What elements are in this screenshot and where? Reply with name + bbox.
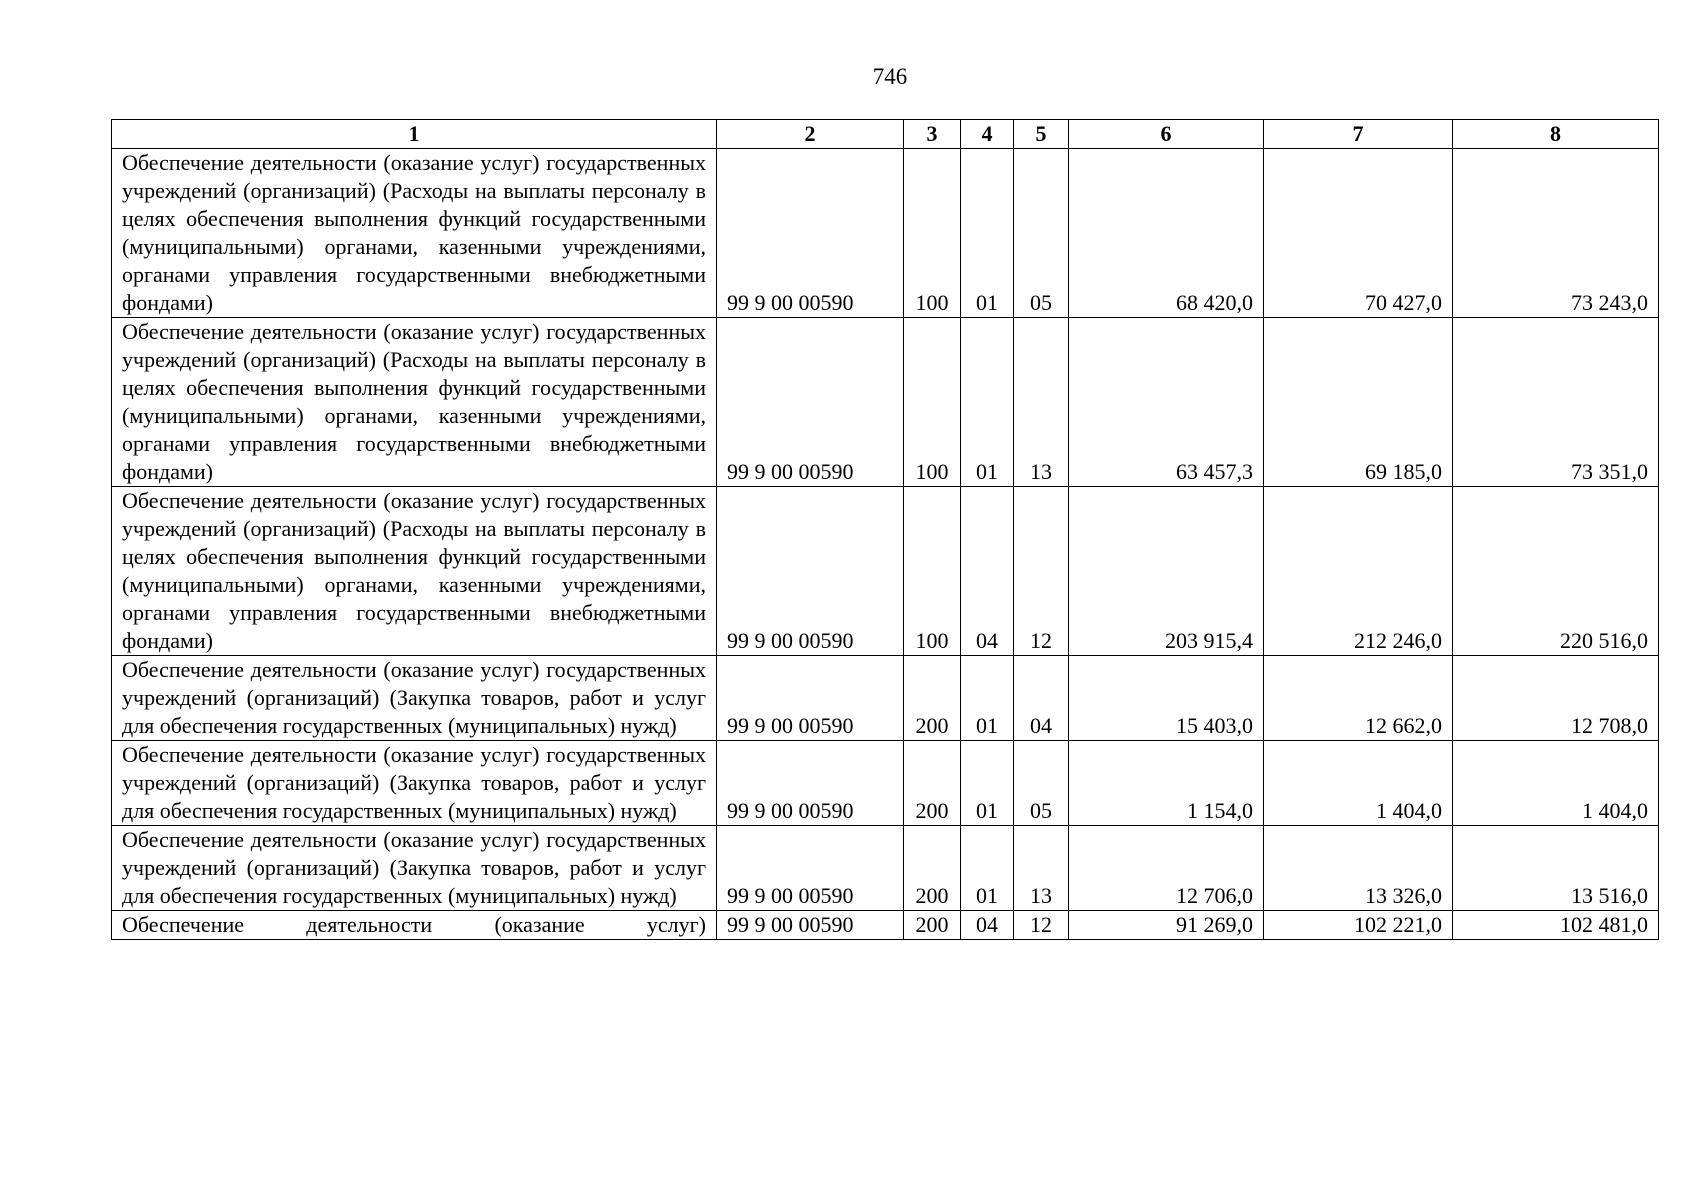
row-value-6: 203 915,4 xyxy=(1069,487,1264,656)
row-value-6: 68 420,0 xyxy=(1069,149,1264,318)
row-value-8: 220 516,0 xyxy=(1453,487,1659,656)
row-subsection: 05 xyxy=(1014,741,1069,826)
row-expense-type: 200 xyxy=(904,826,961,911)
row-target-code: 99 9 00 00590 xyxy=(717,487,904,656)
header-col-3: 3 xyxy=(904,120,961,149)
row-description: Обеспечение деятельности (оказание услуг) государственных учреждений (организаций) (Закупка товаров, работ и услуг для обеспечения государственных (муниципальных) нужд) xyxy=(112,741,717,826)
row-value-6: 12 706,0 xyxy=(1069,826,1264,911)
row-value-6: 15 403,0 xyxy=(1069,656,1264,741)
header-row xyxy=(112,120,1659,149)
row-value-8: 73 243,0 xyxy=(1453,149,1659,318)
row-section: 04 xyxy=(961,911,1014,940)
row-value-6: 91 269,0 xyxy=(1069,911,1264,940)
row-expense-type: 200 xyxy=(904,656,961,741)
row-value-8: 12 708,0 xyxy=(1453,656,1659,741)
row-target-code: 99 9 00 00590 xyxy=(717,826,904,911)
row-description: Обеспечение деятельности (оказание услуг) государственных учреждений (организаций) (Расходы на выплаты персоналу в целях обеспечения выполнения функций государственными (муниципальными) органами, казенными учреждениями, органами управления государственными внебюджетными фондами) xyxy=(112,149,717,318)
table-row xyxy=(112,826,1659,911)
row-subsection: 13 xyxy=(1014,318,1069,487)
row-description: Обеспечение деятельности (оказание услуг) государственных учреждений (организаций) (Закупка товаров, работ и услуг для обеспечения государственных (муниципальных) нужд) xyxy=(112,656,717,741)
row-section: 01 xyxy=(961,741,1014,826)
row-value-7: 70 427,0 xyxy=(1264,149,1453,318)
row-expense-type: 100 xyxy=(904,149,961,318)
row-target-code: 99 9 00 00590 xyxy=(717,741,904,826)
row-section: 01 xyxy=(961,826,1014,911)
table-row xyxy=(112,741,1659,826)
header-col-7: 7 xyxy=(1264,120,1453,149)
row-value-8: 102 481,0 xyxy=(1453,911,1659,940)
row-subsection: 13 xyxy=(1014,826,1069,911)
row-value-7: 12 662,0 xyxy=(1264,656,1453,741)
row-value-6: 63 457,3 xyxy=(1069,318,1264,487)
header-col-8: 8 xyxy=(1453,120,1659,149)
row-value-8: 73 351,0 xyxy=(1453,318,1659,487)
row-value-8: 1 404,0 xyxy=(1453,741,1659,826)
row-target-code: 99 9 00 00590 xyxy=(717,149,904,318)
row-description: Обеспечение деятельности (оказание услуг) государственных учреждений (организаций) (Расходы на выплаты персоналу в целях обеспечения выполнения функций государственными (муниципальными) органами, казенными учреждениями, органами управления государственными внебюджетными фондами) xyxy=(112,318,717,487)
row-section: 01 xyxy=(961,149,1014,318)
row-description: Обеспечение деятельности (оказание услуг) государственных учреждений (организаций) (Расходы на выплаты персоналу в целях обеспечения выполнения функций государственными (муниципальными) органами, казенными учреждениями, органами управления государственными внебюджетными фондами) xyxy=(112,487,717,656)
header-col-6: 6 xyxy=(1069,120,1264,149)
header-col-2: 2 xyxy=(717,120,904,149)
row-expense-type: 100 xyxy=(904,487,961,656)
row-target-code: 99 9 00 00590 xyxy=(717,911,904,940)
table-row xyxy=(112,911,1659,940)
row-expense-type: 100 xyxy=(904,318,961,487)
row-description: Обеспечение деятельности (оказание услуг) государственных учреждений (организаций) (Закупка товаров, работ и услуг для обеспечения государственных (муниципальных) нужд) xyxy=(112,826,717,911)
table-row xyxy=(112,487,1659,656)
row-value-7: 212 246,0 xyxy=(1264,487,1453,656)
row-value-7: 1 404,0 xyxy=(1264,741,1453,826)
row-expense-type: 200 xyxy=(904,741,961,826)
row-subsection: 12 xyxy=(1014,911,1069,940)
page-number: 746 xyxy=(872,64,908,89)
row-target-code: 99 9 00 00590 xyxy=(717,656,904,741)
header-col-5: 5 xyxy=(1014,120,1069,149)
row-subsection: 05 xyxy=(1014,149,1069,318)
row-section: 01 xyxy=(961,318,1014,487)
header-col-4: 4 xyxy=(961,120,1014,149)
table-row xyxy=(112,149,1659,318)
row-value-8: 13 516,0 xyxy=(1453,826,1659,911)
row-value-7: 69 185,0 xyxy=(1264,318,1453,487)
row-expense-type: 200 xyxy=(904,911,961,940)
table-row xyxy=(112,656,1659,741)
row-target-code: 99 9 00 00590 xyxy=(717,318,904,487)
table-row xyxy=(112,318,1659,487)
row-description: Обеспечение деятельности (оказание услуг) xyxy=(112,911,717,940)
row-value-6: 1 154,0 xyxy=(1069,741,1264,826)
row-section: 04 xyxy=(961,487,1014,656)
row-subsection: 04 xyxy=(1014,656,1069,741)
header-col-1: 1 xyxy=(112,120,717,149)
row-value-7: 102 221,0 xyxy=(1264,911,1453,940)
row-value-7: 13 326,0 xyxy=(1264,826,1453,911)
row-subsection: 12 xyxy=(1014,487,1069,656)
budget-table xyxy=(111,119,1659,940)
row-section: 01 xyxy=(961,656,1014,741)
